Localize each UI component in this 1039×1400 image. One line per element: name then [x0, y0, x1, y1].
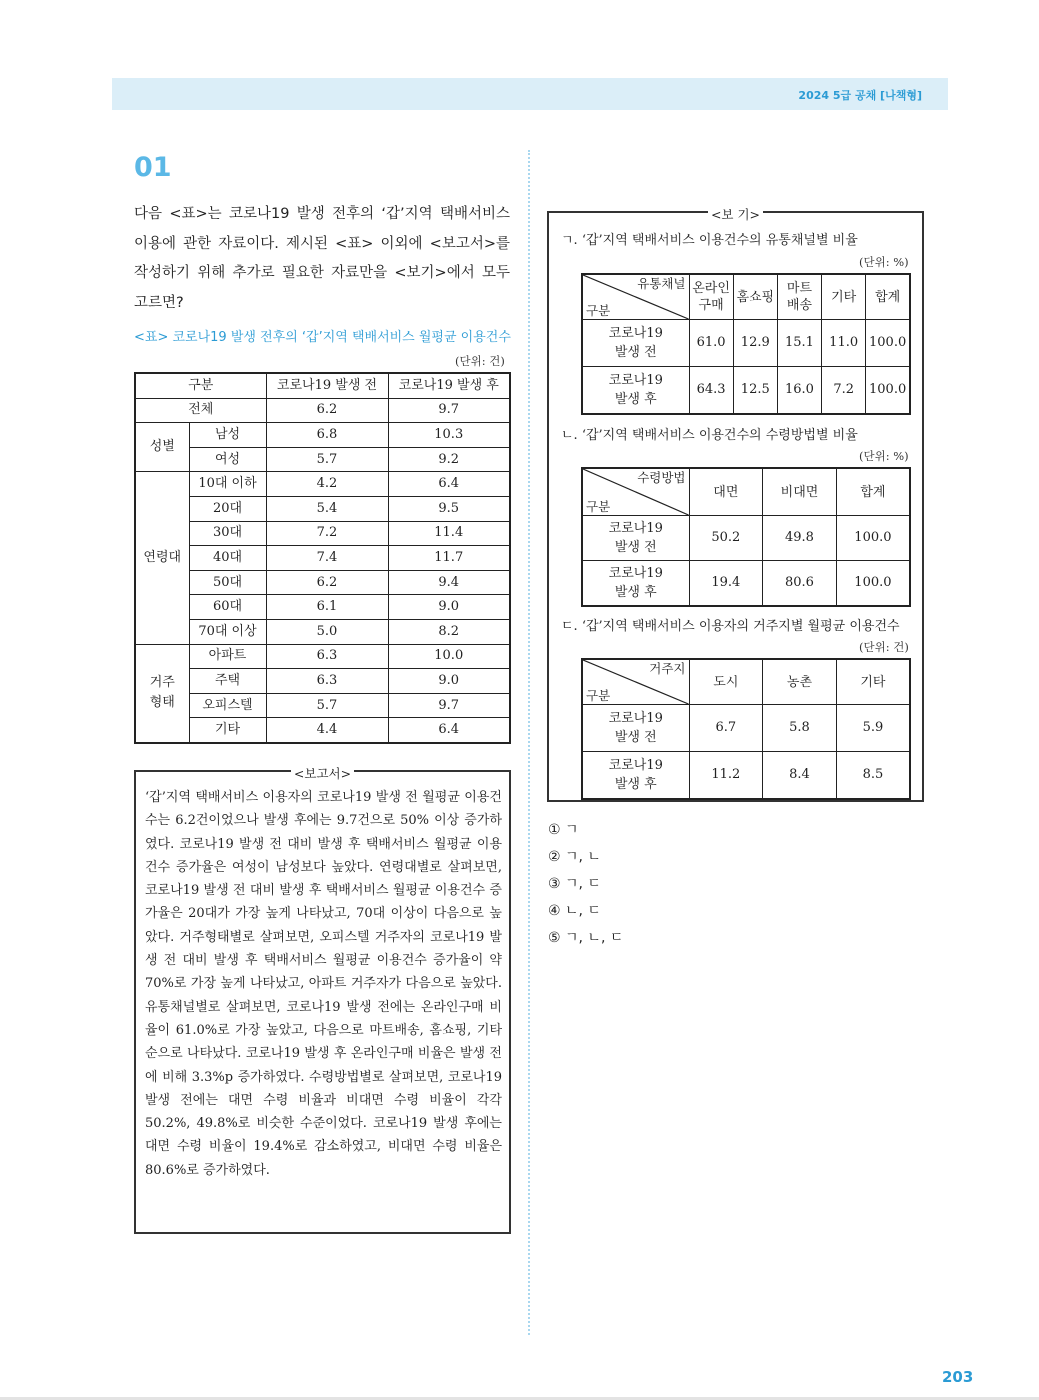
- row-label: 20대: [189, 496, 266, 521]
- residence-table: [581, 658, 911, 800]
- row-label: 남성: [189, 423, 266, 448]
- period-label: 코로나19 발생 후: [582, 367, 689, 415]
- cell-value: 80.6: [763, 561, 837, 607]
- header-category: 구분: [135, 373, 266, 398]
- header-after: 코로나19 발생 후: [388, 373, 510, 398]
- sub-row: [582, 752, 910, 800]
- usage-table: [134, 372, 511, 744]
- column-header: 마트 배송: [777, 274, 821, 320]
- row-label: 30대: [189, 521, 266, 546]
- cell-value: 50.2: [689, 516, 763, 561]
- value-before: 5.7: [266, 447, 388, 472]
- value-before: 5.0: [266, 619, 388, 644]
- table-row: [135, 570, 510, 595]
- table-row: [135, 595, 510, 620]
- diag-top-label: 거주지: [649, 661, 686, 676]
- period-label: 코로나19 발생 전: [582, 705, 689, 752]
- group-label: 연령대: [135, 472, 189, 644]
- value-after: 9.0: [388, 669, 510, 694]
- report-text: ‘갑’지역 택배서비스 이용자의 코로나19 발생 전 월평균 이용건수는 6.2건이었으나 발생 후에는 9.7건으로 50% 이상 증가하였다. 코로나19 발생 전 대비 발생 후 택배서비스 월평균 이용건수 증가율은 여성이 남성보다 높았다. 연령대별로 살펴보면, 코로나19 발생 전 대비 발생 후 택배서비스 월평균 이용건수 증가율은 20대가 가장 높게 나타났고, 70대 이상이 다음으로 높았다. 거주형태별로 살펴보면, 오피스텔 거주자의 코로나19 발생 전 대비 발생 후 택배서비스 월평균 이용건수 증가율이 약 70%로 가장 높게 나타났고, 아파트 거주자가 다음으로 높았다. 유통채널별로 살펴보면, 코로나19 발생 전에는 온라인구매 비율이 61.0%로 가장 높았고, 다음으로 마트배송, 홈쇼핑, 기타 순으로 나타났다. 코로나19 발생 후 온라인구매 비율은 발생 전에 비해 3.3%p 증가하였다. 수령방법별로 살펴보면, 코로나19 발생 전에는 대면 수령 비율과 비대면 수령 비율이 각각 50.2%, 49.8%로 비슷한 수준이었다. 코로나19 발생 후에는 대면 수령 비율이 19.4%로 감소하였고, 비대면 수령 비율은 80.6%로 증가하였다.: [145, 790, 502, 1178]
- row-label: 오피스텔: [189, 693, 266, 718]
- row-label: 기타: [189, 718, 266, 743]
- diagonal-cell: [583, 275, 689, 319]
- period-label: 코로나19 발생 후: [582, 561, 689, 607]
- sub-row: [582, 516, 910, 561]
- cell-value: 5.9: [836, 705, 910, 752]
- question-text: 다음 <표>는 코로나19 발생 전후의 ‘갑’지역 택배서비스 이용에 관한 자료이다. 제시된 <표> 이외에 <보고서>를 작성하기 위해 추가로 필요한 자료만을 <보기>에서 모두 고르면?: [134, 206, 510, 311]
- diag-bottom-label: 구분: [586, 688, 611, 703]
- column-header: 비대면: [763, 468, 837, 516]
- cell-value: 100.0: [836, 516, 910, 561]
- section-b-title: ㄴ. ‘갑’지역 택배서비스 이용건수의 수령방법별 비율: [561, 428, 858, 443]
- column-header: 합계: [836, 468, 910, 516]
- section-a-unit: (단위: %): [859, 255, 909, 269]
- table-row: [135, 496, 510, 521]
- diag-bottom-label: 구분: [586, 499, 611, 514]
- value-after: 9.4: [388, 570, 510, 595]
- diagonal-header: [582, 659, 689, 705]
- table-row: [135, 619, 510, 644]
- table-unit: (단위: 건): [455, 354, 505, 368]
- section-c-title: ㄷ. ‘갑’지역 택배서비스 이용자의 거주지별 월평균 이용건수: [561, 619, 900, 634]
- column-header: 홈쇼핑: [733, 274, 777, 320]
- answer-choices: [548, 817, 623, 952]
- choice-4[interactable]: ④ ㄴ, ㄷ: [548, 903, 601, 919]
- diagonal-cell: [583, 660, 689, 704]
- cell-value: 100.0: [866, 320, 910, 367]
- value-before: 6.1: [266, 595, 388, 620]
- period-label: 코로나19 발생 후: [582, 752, 689, 800]
- row-label: 주택: [189, 669, 266, 694]
- value-after: 10.3: [388, 423, 510, 448]
- cell-value: 15.1: [777, 320, 821, 367]
- header-bar: [112, 78, 948, 110]
- cell-value: 11.2: [689, 752, 763, 800]
- page-number: 203: [942, 1368, 974, 1386]
- cell-value: 6.7: [689, 705, 763, 752]
- column-header: 농촌: [763, 659, 837, 705]
- section-c-unit: (단위: 건): [859, 640, 909, 654]
- table-row: [135, 521, 510, 546]
- cell-value: 64.3: [689, 367, 733, 415]
- table-header-row: [135, 373, 510, 398]
- cell-value: 61.0: [689, 320, 733, 367]
- value-before: 6.3: [266, 669, 388, 694]
- diag-top-label: 수령방법: [637, 470, 686, 485]
- diagonal-cell: [583, 469, 689, 515]
- period-label: 코로나19 발생 전: [582, 320, 689, 367]
- value-after: 9.2: [388, 447, 510, 472]
- total-after: 9.7: [388, 398, 510, 423]
- value-before: 6.8: [266, 423, 388, 448]
- value-after: 9.5: [388, 496, 510, 521]
- cell-value: 8.4: [763, 752, 837, 800]
- cell-value: 49.8: [763, 516, 837, 561]
- cell-value: 7.2: [822, 367, 866, 415]
- section-a-title: ㄱ. ‘갑’지역 택배서비스 이용건수의 유통채널별 비율: [561, 233, 858, 248]
- value-after: 10.0: [388, 644, 510, 669]
- total-label: 전체: [135, 398, 266, 423]
- channel-table: [581, 273, 911, 415]
- total-before: 6.2: [266, 398, 388, 423]
- diag-top-label: 유통채널: [637, 276, 686, 291]
- value-before: 7.4: [266, 546, 388, 571]
- row-label: 60대: [189, 595, 266, 620]
- bogi-title: <보 기>: [708, 207, 763, 222]
- cell-value: 19.4: [689, 561, 763, 607]
- cell-value: 11.0: [822, 320, 866, 367]
- table-row: [135, 447, 510, 472]
- method-table: [581, 467, 911, 607]
- column-header: 대면: [689, 468, 763, 516]
- cell-value: 12.5: [733, 367, 777, 415]
- cell-value: 8.5: [836, 752, 910, 800]
- sub-row: [582, 320, 910, 367]
- value-after: 9.0: [388, 595, 510, 620]
- sub-row: [582, 367, 910, 415]
- diag-bottom-label: 구분: [586, 303, 611, 318]
- cell-value: 100.0: [836, 561, 910, 607]
- period-label: 코로나19 발생 전: [582, 516, 689, 561]
- section-b-unit: (단위: %): [859, 449, 909, 463]
- cell-value: 16.0: [777, 367, 821, 415]
- sub-row: [582, 705, 910, 752]
- value-after: 11.4: [388, 521, 510, 546]
- value-before: 4.2: [266, 472, 388, 497]
- choice-2[interactable]: ② ㄱ, ㄴ: [548, 849, 601, 865]
- cell-value: 12.9: [733, 320, 777, 367]
- table-row: [135, 718, 510, 743]
- table-row-total: [135, 398, 510, 423]
- bogi-box: [547, 207, 924, 802]
- sub-header-row: [582, 468, 910, 516]
- header-before: 코로나19 발생 전: [266, 373, 388, 398]
- sub-header-row: [582, 274, 910, 320]
- column-header: 합계: [866, 274, 910, 320]
- value-before: 5.7: [266, 693, 388, 718]
- value-before: 6.2: [266, 570, 388, 595]
- group-label: 거주 형태: [135, 644, 189, 743]
- sub-header-row: [582, 659, 910, 705]
- table-row: [135, 423, 510, 448]
- diagonal-header: [582, 468, 689, 516]
- value-before: 5.4: [266, 496, 388, 521]
- group-label: 성별: [135, 423, 189, 472]
- column-header: 온라인 구매: [689, 274, 733, 320]
- row-label: 70대 이상: [189, 619, 266, 644]
- column-header: 기타: [822, 274, 866, 320]
- diagonal-header: [582, 274, 689, 320]
- table-row: [135, 693, 510, 718]
- report-box: [134, 766, 511, 1234]
- row-label: 10대 이하: [189, 472, 266, 497]
- exam-label: 2024 5급 공채 [나책형]: [798, 89, 922, 102]
- table-row: [135, 472, 510, 497]
- row-label: 아파트: [189, 644, 266, 669]
- column-header: 도시: [689, 659, 763, 705]
- value-before: 6.3: [266, 644, 388, 669]
- choice-1[interactable]: ① ㄱ: [548, 822, 579, 838]
- cell-value: 5.8: [763, 705, 837, 752]
- value-before: 4.4: [266, 718, 388, 743]
- table-row: [135, 546, 510, 571]
- value-after: 6.4: [388, 718, 510, 743]
- value-before: 7.2: [266, 521, 388, 546]
- value-after: 11.7: [388, 546, 510, 571]
- cell-value: 100.0: [866, 367, 910, 415]
- table-row: [135, 644, 510, 669]
- value-after: 9.7: [388, 693, 510, 718]
- question-number: 01: [134, 152, 172, 183]
- column-divider: [528, 150, 530, 1335]
- choice-5[interactable]: ⑤ ㄱ, ㄴ, ㄷ: [548, 930, 624, 946]
- row-label: 40대: [189, 546, 266, 571]
- choice-3[interactable]: ③ ㄱ, ㄷ: [548, 876, 601, 892]
- row-label: 50대: [189, 570, 266, 595]
- row-label: 여성: [189, 447, 266, 472]
- sub-row: [582, 561, 910, 607]
- value-after: 6.4: [388, 472, 510, 497]
- value-after: 8.2: [388, 619, 510, 644]
- table-title: <표> 코로나19 발생 전후의 ‘갑’지역 택배서비스 월평균 이용건수: [134, 330, 511, 345]
- column-header: 기타: [836, 659, 910, 705]
- report-title: <보고서>: [291, 766, 354, 781]
- table-row: [135, 669, 510, 694]
